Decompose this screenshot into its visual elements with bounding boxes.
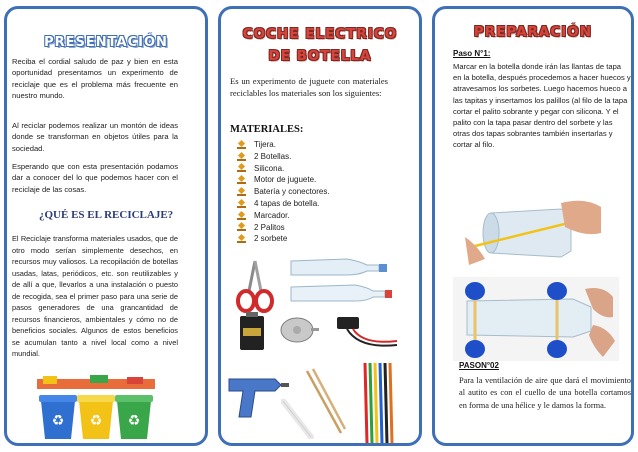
material-item: Silicona. [237,163,330,175]
coche-title-line2: DE BOTELLA [268,48,372,64]
material-item: Motor de juguete. [237,174,330,186]
reciclaje-paragraph: El Reciclaje transforma materiales usados, que de otro modo serían simplemente desechos, en recursos muy valiosos. La recopilación de botellas usadas, latas, periódicos, etc. son reutilizables y de allí a que, llevarlos a una instalación o puesto de recogida, sea el primer paso para una serie de pasos generadores de una grancantidad de recursos financieros, ambientales y cómo no de beneficios sociales. Algunos de estos beneficios se acumulan tanto a nivel local como a nivel mundial. [12,234,178,358]
material-item: Batería y conectores. [237,186,330,198]
svg-text:♻: ♻ [127,413,141,429]
motor-image [277,314,319,346]
panel-coche-electrico [218,6,422,446]
paso-1-text: Marcar en la botella donde irán las llantas de tapa en la botella, después procedemos a hacer huecos y atravesamos los sorbetes. Luego hacemos hueco a las tapitas y insertamos los palillos (al filo de la tapa cortar el palito sobrante y pegar con silicona. Y el palito con la tapa pasar dentro del sorbete y las otras dos tapas sobrantes también insertarlas y cortar al filo. [453,62,631,150]
scissors-image [235,259,275,313]
hand-bullet-icon [237,200,246,208]
preparacion-title: PREPARACIÓN [473,24,593,40]
material-item: 2 Palitos [237,222,330,234]
svg-text:♻: ♻ [51,413,65,429]
hand-bullet-icon [237,223,246,231]
material-item: 2 sorbete [237,233,330,245]
hand-bullet-icon [237,188,246,196]
reciclaje-question: ¿QUÉ ES EL RECICLAJE? [39,209,174,221]
paso-1-heading: Paso N°1: [453,49,491,58]
battery-image [237,312,267,352]
materials-list [237,139,330,245]
paso-2-heading: PASON°02 [459,361,499,370]
coche-intro: Es un experimento de juguete con materiales reciclables los materiales son los siguientes: [230,76,388,99]
presentacion-paragraph-3: Esperando que con esta presentación podamos dar a conocer del lo que podemos hacer con el reciclaje de las cosas. [12,162,178,194]
coche-title-line1: COCHE ELECTRICO [242,26,398,42]
material-item: 4 tapas de botella. [237,198,330,210]
paso-2-text: Para la ventilación de aire que dará el movimiento al autito es con el cuello de una botella cortamos en forma de una hélice y le damos la forma. [459,376,631,410]
material-item: 2 Botellas. [237,151,330,163]
hand-bullet-icon [237,235,246,243]
materiales-heading: MATERIALES: [230,124,304,135]
hand-bullet-icon [237,212,246,220]
bottle-drilling-photo [461,193,609,271]
material-item: Marcador. [237,210,330,222]
hand-bullet-icon [237,153,246,161]
hand-bullet-icon [237,176,246,184]
presentacion-title: PRESENTACIÓN [44,35,168,50]
sticks-image [303,367,347,437]
bottle-car-photo [453,277,619,361]
straws-image [359,361,399,445]
panel-presentacion [4,6,208,446]
bottle-image [287,253,395,313]
hand-bullet-icon [237,164,246,172]
presentacion-paragraph-2: Al reciclar podemos realizar un montón de ideas donde se transforman en objetos útiles para la sociedad. [12,121,178,153]
recycle-bins-image [35,375,157,443]
svg-text:♻: ♻ [89,413,103,429]
connector-image [333,315,399,349]
hand-bullet-icon [237,141,246,149]
panel-preparacion [432,6,634,446]
presentacion-intro: Reciba el cordial saludo de paz y bien en esta oportunidad presentamos un experimento de reciclaje que es el problema más frecuente en nuestro mundo. [12,57,178,100]
material-item: Tijera. [237,139,330,151]
